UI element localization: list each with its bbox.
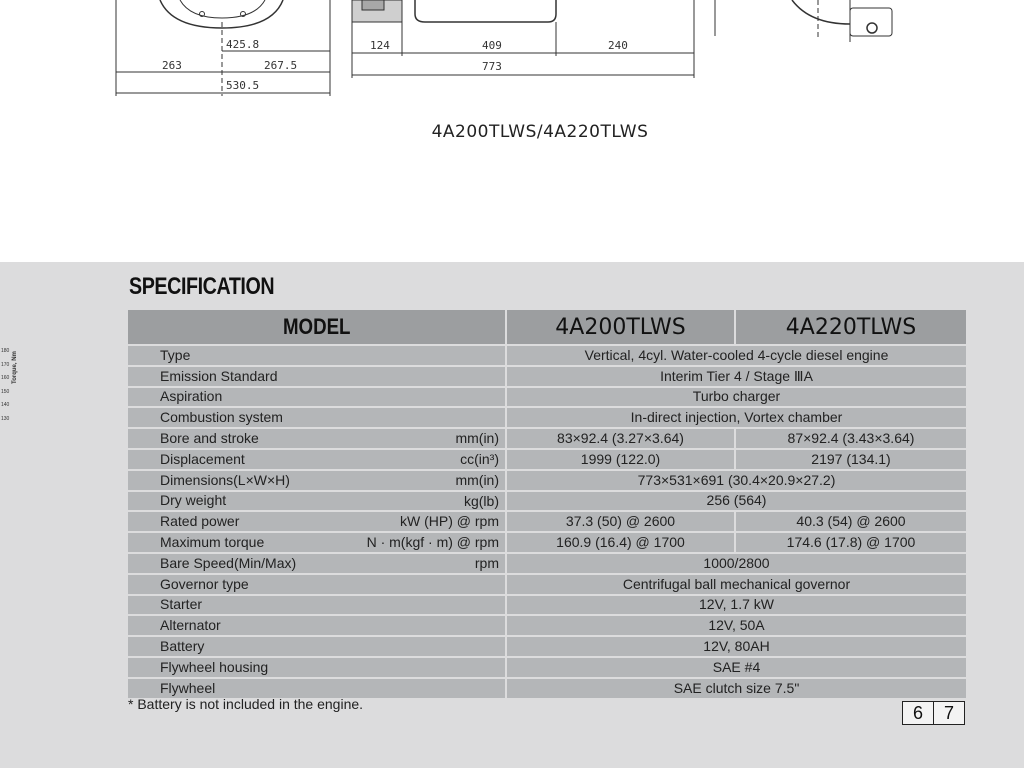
dimension-label: 240	[608, 39, 628, 52]
table-row	[127, 470, 967, 491]
table-row	[127, 574, 967, 595]
spec-parameter	[127, 574, 506, 595]
chart-tick-label: 180	[1, 348, 10, 354]
spec-label: Flywheel	[160, 679, 216, 696]
spec-parameter	[127, 532, 506, 553]
spec-unit: cc(in³)	[460, 450, 499, 467]
spec-label: Displacement	[160, 450, 245, 467]
spec-value-4a220tlws: 87×92.4 (3.43×3.64)	[735, 428, 967, 449]
spec-unit: N · m(kgf · m) @ rpm	[366, 534, 499, 551]
spec-label: Combustion system	[160, 409, 283, 426]
spec-value-shared: 12V, 80AH	[506, 636, 967, 657]
dimension-label: 263	[162, 59, 182, 72]
spec-label: Bare Speed(Min/Max)	[160, 554, 297, 571]
chart-tick-label: 150	[1, 389, 10, 395]
spec-unit: kg(lb)	[463, 492, 499, 509]
spec-label: Maximum torque	[160, 534, 265, 551]
spec-parameter	[127, 345, 506, 366]
dimension-label: 773	[482, 60, 502, 73]
spec-value-shared: SAE clutch size 7.5"	[506, 678, 967, 699]
chart-axis-label: Torque, Nm	[12, 351, 18, 384]
spec-value-shared: 12V, 50A	[506, 615, 967, 636]
footnote: * Battery is not included in the engine.	[128, 696, 364, 712]
spec-parameter	[127, 449, 506, 470]
table-row	[127, 595, 967, 616]
spec-parameter	[127, 366, 506, 387]
table-row	[127, 615, 967, 636]
table-row	[127, 387, 967, 408]
spec-parameter	[127, 428, 506, 449]
spec-value-4a220tlws: 2197 (134.1)	[735, 449, 967, 470]
spec-value-shared: 256 (564)	[506, 491, 967, 512]
spec-label: Governor type	[160, 575, 249, 592]
table-row	[127, 366, 967, 387]
spec-value-shared: 12V, 1.7 kW	[506, 595, 967, 616]
chart-tick-label: 130	[1, 416, 10, 422]
spec-parameter	[127, 657, 506, 678]
page-number: 7	[933, 702, 964, 724]
spec-parameter	[127, 595, 506, 616]
spec-parameter	[127, 636, 506, 657]
spec-label: Dry weight	[160, 492, 227, 509]
spec-parameter	[127, 470, 506, 491]
dimension-label: 425.8	[226, 38, 260, 51]
spec-label: Aspiration	[160, 388, 223, 405]
table-row	[127, 636, 967, 657]
spec-value-4a200tlws: 160.9 (16.4) @ 1700	[506, 532, 735, 553]
table-header-row	[127, 309, 967, 345]
spec-value-4a220tlws: 174.6 (17.8) @ 1700	[735, 532, 967, 553]
table-row	[127, 532, 967, 553]
spec-parameter	[127, 511, 506, 532]
spec-table	[126, 308, 968, 700]
table-row	[127, 428, 967, 449]
spec-parameter	[127, 387, 506, 408]
page-number-box	[902, 701, 965, 725]
spec-value-4a200tlws: 37.3 (50) @ 2600	[506, 511, 735, 532]
table-row	[127, 511, 967, 532]
table-row	[127, 553, 967, 574]
spec-parameter	[127, 553, 506, 574]
spec-label: Rated power	[160, 513, 240, 530]
page-number: 6	[912, 703, 923, 723]
chart-tick-label: 160	[1, 375, 10, 381]
table-row	[127, 345, 967, 366]
spec-value-shared: Interim Tier 4 / Stage ⅢA	[506, 366, 967, 387]
section-title: SPECIFICATION	[129, 273, 275, 300]
torque-chart-fragment	[0, 342, 40, 442]
table-row	[127, 491, 967, 512]
specification-section	[0, 262, 1024, 768]
spec-label: Bore and stroke	[160, 430, 259, 447]
spec-value-shared: SAE #4	[506, 657, 967, 678]
dimension-label: 267.5	[264, 59, 298, 72]
dimension-label: 530.5	[226, 79, 260, 92]
table-row	[127, 449, 967, 470]
spec-label: Flywheel housing	[160, 658, 269, 675]
spec-parameter	[127, 407, 506, 428]
spec-value-shared: In-direct injection, Vortex chamber	[506, 407, 967, 428]
spec-value-shared: Turbo charger	[506, 387, 967, 408]
header-model: MODEL	[127, 309, 506, 345]
spec-value-4a200tlws: 1999 (122.0)	[506, 449, 735, 470]
chart-tick-label: 140	[1, 402, 10, 408]
spec-value-shared: Vertical, 4cyl. Water-cooled 4-cycle diesel engine	[506, 345, 967, 366]
spec-parameter	[127, 615, 506, 636]
chart-tick-label: 170	[1, 362, 10, 368]
spec-label: Dimensions(L×W×H)	[160, 471, 290, 488]
dimension-label: 124	[370, 39, 390, 52]
spec-value-shared: Centrifugal ball mechanical governor	[506, 574, 967, 595]
header-4a200tlws: 4A200TLWS	[506, 309, 735, 345]
spec-value-shared: 773×531×691 (30.4×20.9×27.2)	[506, 470, 967, 491]
spec-value-shared: 1000/2800	[506, 553, 967, 574]
spec-unit: kW (HP) @ rpm	[400, 513, 499, 530]
header-4a220tlws: 4A220TLWS	[735, 309, 967, 345]
spec-label: Type	[160, 346, 191, 363]
spec-label: Emission Standard	[160, 367, 278, 384]
table-row	[127, 407, 967, 428]
table-row	[127, 657, 967, 678]
spec-unit: mm(in)	[455, 430, 499, 447]
spec-label: Starter	[160, 596, 203, 613]
spec-value-4a200tlws: 83×92.4 (3.27×3.64)	[506, 428, 735, 449]
spec-unit: mm(in)	[455, 471, 499, 488]
spec-value-4a220tlws: 40.3 (54) @ 2600	[735, 511, 967, 532]
spec-parameter	[127, 491, 506, 512]
spec-label: Alternator	[160, 617, 221, 634]
drawing-caption: 4A200TLWS/4A220TLWS	[431, 122, 649, 142]
dimension-label: 409	[482, 39, 502, 52]
spec-unit: rpm	[474, 554, 499, 571]
spec-label: Battery	[160, 638, 205, 655]
